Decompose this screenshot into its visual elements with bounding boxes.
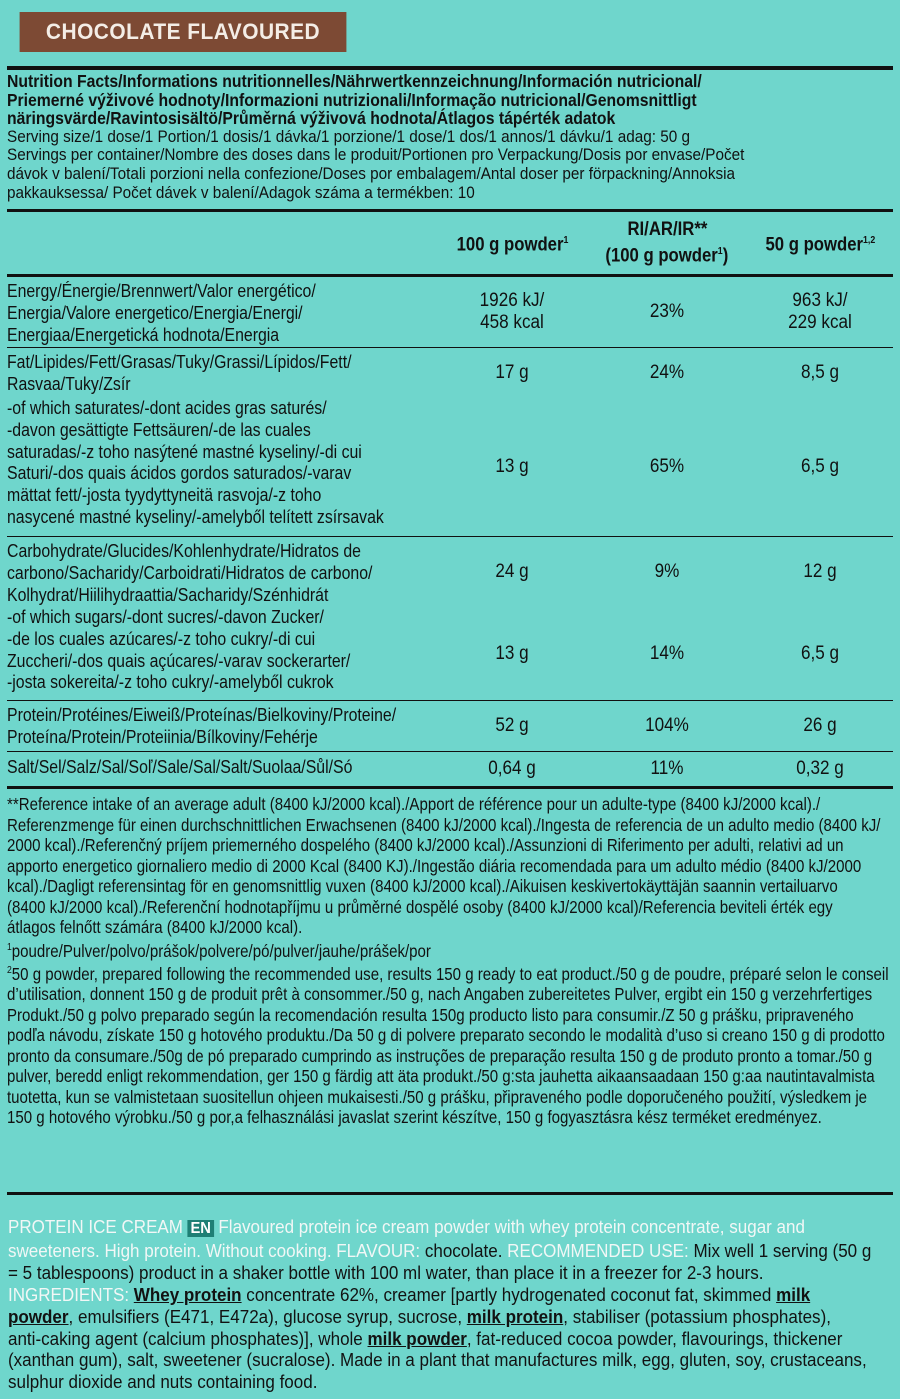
allergen: milk (776, 1283, 811, 1305)
footnote-2: $^2$50 g powder, prepared following the recommended use, results 150 g ready to eat product./50 g de poudre, préparé selon le conseil d’utilisation, donnent 150 g de produit prêt à consommer./50 g, nach Angaben zubereitetes Pulver, ergibt ein 150 g verzehrfertiges Produkt./50 g polvo preparado según la recomendación resulta 150g producto listo para consumir./Z 50 g prášku, pripraveného podľa návodu, získate 150 g hotového produktu./Da 50 g di polvere preparato secondo le modalità d’uso si creano 150 g di prodotto pronto da consumare./50g de pó preparado cumprindo as instruções de preparação resulta 150 g de produto pronto a tomar./50 g pulver, beredd enligt rekommendation, ger 150 g färdig att äta produkt./50 g:sta jauhetta aikaansaadaan 150 g:aa nautintavalmista tuotetta, kun se valmistetaan suositellun ohjeen mukaisesti./50 g prášku, připraveného podle doporučeného použití, výsledkem je 150 g hotového výrobku./50 g por,a felhasználási javaslat szerint készítve, 150 g fogyasztásra kész terméket eredményez. (7, 963, 889, 1128)
product-description: PROTEIN ICE CREAM EN Flavoured protein ice cream powder with whey protein concentrate, sugar and sweeteners. High protein. Without cooking. FLAVOUR: chocolate. RECOMMENDED USE: Mix well 1 serving (50 g = 5 tablespoons) product in a shaker bottle with 100 ml water, than place it in a freezer for 2-3 hours. INGREDIENTS: Whey protein concentrate 62%, creamer [partly hydrogenated coconut fat, skimmed milk powder, emulsifiers (E471, E472a), glucose syrup, sucrose, milk protein, stabiliser (potassium phosphates), anti-caking agent (calcium phosphates)], whole milk powder, fat-reduced cocoa powder, flavourings, thickener (xanthan gum), salt, sweetener (sucralose). Made in a plant that manufactures milk, egg, gluten, soy, crustaceans, sulphur dioxide and nuts containing food. (8, 1216, 872, 1393)
footnote-1: $^1$poudre/Pulver/polvo/prášok/polvere/pó/pulver/jauhe/prášek/por (7, 940, 431, 961)
table-row: Protein/Protéines/Eiweiß/Proteínas/Bielkoviny/Proteine/ Proteína/Protein/Proteiinia/Bílkoviny/Fehérje 52 g 104% 26 g (7, 705, 837, 747)
table-row: -of which saturates/-dont acides gras saturés/ -davon gesättigte Fettsäuren/-de las cuales saturadas/-z toho nasýtené mastné kyseliny/-di cui Saturi/-dos quais ácidos gordos saturados/-varav mättat fett/-josta tyydyttyneitä rasvoja/-z toho nasycené mastné kyseliny/-amelyből telített zsírsavak 13 g 65% 6,5 g (7, 398, 840, 527)
table-row: -of which sugars/-dont sucres/-davon Zucker/ -de los cuales azúcares/-z toho cukry/-di cui Zuccheri/-dos quais açúcares/-varav sockerarter/ -josta sokereita/-z toho cukry/-amelyből cukrok 13 g 14% 6,5 g (7, 607, 840, 693)
col-ri: RI/AR/IR** (100 g powder$^1$) (605, 218, 729, 267)
allergen: powder (8, 1305, 69, 1327)
language-badge: EN (188, 1220, 214, 1237)
reference-intake-note: **Reference intake of an average adult (8400 kJ/2000 kcal)./Apport de référence pour un adulte-type (8400 kJ/2000 kcal)./ Referenzmenge für einen durchschnittlichen Erwachsenen (8400 kJ/2000 kcal)./Ingesta de referencia de un adulto medio (8400 kJ/ 2000 kcal)./Referenčný príjem priemerného dospelého (8400 kJ/2000 kcal)./Assunzioni di Riferimento per adulti, relativi ad un apporto energetico giornaliero medio di 2000 Kcal (8400 KJ)./Ingestão diária recomendada para um adulto médio (8400 kJ/2000 kcal)./Dagligt referensintag för en genomsnittlig vuxen (8400 kJ/2000 kcal)./Aikuisen keskivertokäyttäjän saannin vertailuarvo (8400 kJ/2000 kcal)./Referenční hodnotapříjmu u průměrné dospělé osoby (8400 kJ/2000 kcal)/Referencia beviteli érték egy átlagos felnőtt számára (8400 kJ/2000 kcal). (7, 794, 881, 938)
flavour-badge: CHOCOLATE FLAVOURED (20, 12, 347, 52)
allergen: milk protein (466, 1305, 564, 1327)
table-row: Energy/Énergie/Brennwert/Valor energético/ Energia/Valore energetico/Energia/Energi/ Energiaa/Energetická hodnota/Energia 1926 kJ/ 458 kcal 23% 963 kJ/ 229 kcal (7, 281, 852, 345)
table-row: Salt/Sel/Salz/Sal/Soľ/Sale/Sal/Salt/Suolaa/Sůl/Só 0,64 g 11% 0,32 g (7, 757, 844, 780)
table-row: Fat/Lipides/Fett/Grasas/Tuky/Grassi/Lípidos/Fett/ Rasvaa/Tuky/Zsír 17 g 24% 8,5 g (7, 352, 840, 394)
allergen: Whey protein (133, 1283, 242, 1305)
allergen: milk powder (367, 1327, 467, 1349)
table-header (7, 212, 893, 274)
col-100g: 100 g powder$^1$ (456, 234, 568, 256)
table-row: Carbohydrate/Glucides/Kohlenhydrate/Hidratos de carbono/Sacharidy/Carboidrati/Hidratos de carbono/ Kolhydrat/Hiilihydraattia/Sacharidy/Szénhidrát 24 g 9% 12 g (7, 541, 837, 605)
col-50g: 50 g powder$^{1,2}$ (765, 234, 875, 256)
nutrition-panel (7, 66, 893, 1128)
section-divider (7, 1192, 893, 1195)
nutrition-title: Nutrition Facts/Informations nutritionnelles/Nährwertkennzeichnung/Información nutricional/ Priemerné výživové hodnoty/Informazioni nutrizionali/Informação nutricional/Genomsnittligt näringsvärde/Ravintosisältö/Průměrná výživová hodnota/Átlagos tápérték adatok (7, 71, 702, 129)
product-name: PROTEIN ICE CREAM (8, 1216, 183, 1237)
serving-info: Serving size/1 dose/1 Portion/1 dosis/1 dávka/1 porzione/1 dose/1 dos/1 annos/1 dávku/1 adag: 50 g Servings per container/Nombre des doses dans le produit/Portionen pro Verpackung/Dosis por envase/Počet dávok v balení/Totali porzioni nella confezione/Doses por embalagem/Antal doser per förpackning/Annoksia pakkauksessa/ Počet dávek v balení/Adagok száma a termékben: 10 (7, 126, 745, 202)
